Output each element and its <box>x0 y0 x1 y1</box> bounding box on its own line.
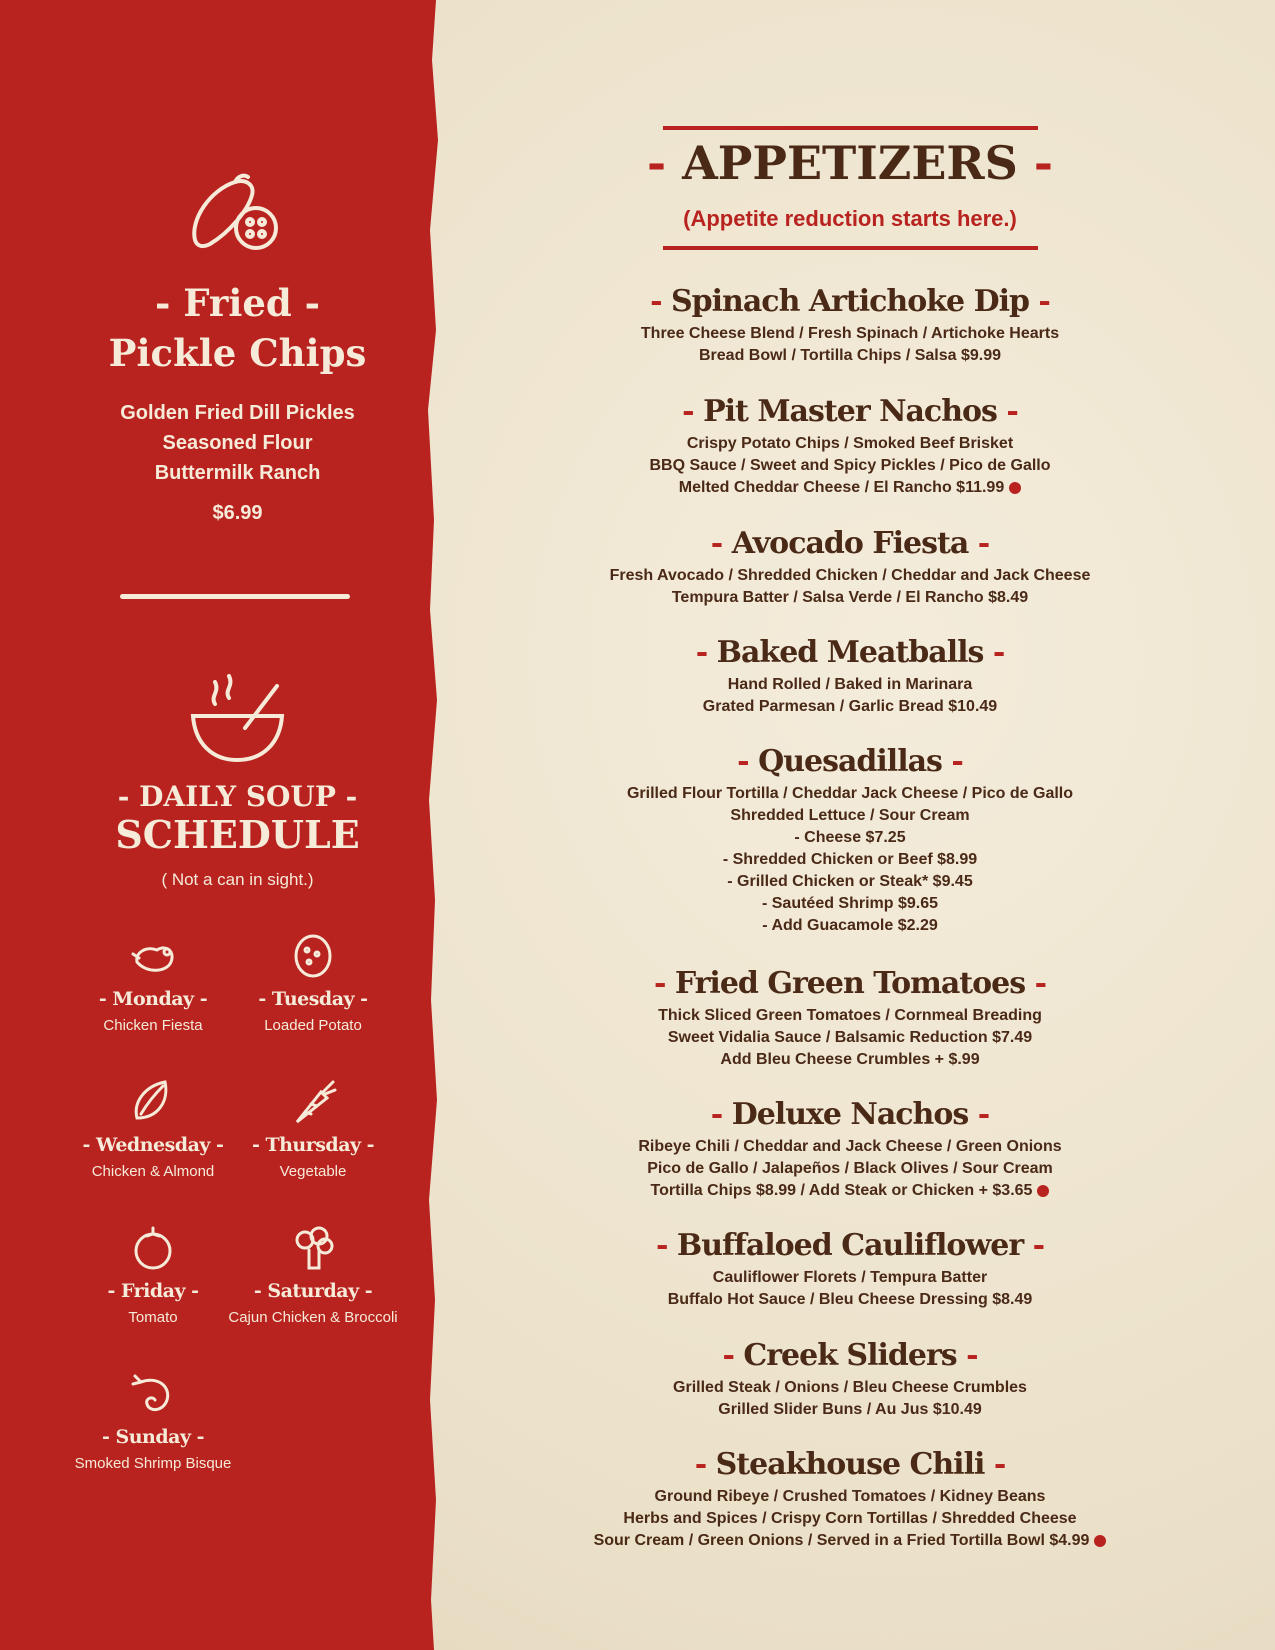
broccoli-icon <box>287 1224 339 1272</box>
appetizers-subtitle: (Appetite reduction starts here.) <box>683 206 1017 231</box>
appetizer-line: - Sautéed Shrimp $9.65 <box>761 895 939 912</box>
spicy-pepper-icon <box>1009 482 1021 494</box>
appetizer-line: Grilled Flour Tortilla / Cheddar Jack Cheese / Pico de Gallo <box>626 785 1074 802</box>
appetizer-description <box>560 565 1140 609</box>
appetizer-line: Sweet Vidalia Sauce / Balsamic Reduction $7.49 <box>667 1029 1033 1046</box>
appetizer-name: - Avocado Fiesta - <box>710 526 990 561</box>
appetizer-item <box>560 1447 1140 1552</box>
pickle-icon <box>180 170 290 260</box>
appetizer-line: - Cheese $7.25 <box>794 829 906 846</box>
appetizer-line: Grilled Slider Buns / Au Jus $10.49 <box>718 1401 982 1418</box>
appetizer-line: Ground Ribeye / Crushed Tomatoes / Kidney Beans <box>654 1488 1046 1505</box>
soup-day-friday <box>68 1224 238 1328</box>
appetizer-name: - Quesadillas - <box>737 744 963 779</box>
soup-day-tuesday <box>228 932 398 1036</box>
appetizer-line: Sour Cream / Green Onions / Served in a Fried Tortilla Bowl $4.99 <box>560 1530 1140 1552</box>
appetizer-description <box>560 783 1140 937</box>
soup-day-wednesday <box>68 1078 238 1182</box>
appetizers-title: - APPETIZERS - <box>647 136 1053 190</box>
appetizer-description <box>560 674 1140 718</box>
appetizer-description <box>560 323 1140 367</box>
appetizers-title-text: APPETIZERS <box>682 136 1018 190</box>
appetizer-item <box>560 635 1140 718</box>
soup-day-saturday <box>228 1224 398 1328</box>
feature-title <box>40 278 435 378</box>
appetizer-line: Ribeye Chili / Cheddar and Jack Cheese / Green Onions <box>638 1138 1062 1155</box>
appetizer-line: Pico de Gallo / Jalapeños / Black Olives / Sour Cream <box>647 1160 1053 1177</box>
chicken-icon <box>127 932 179 980</box>
feature-price: $6.99 <box>212 502 263 524</box>
day-soup: Smoked Shrimp Bisque <box>74 1455 232 1472</box>
day-soup: Vegetable <box>279 1163 347 1180</box>
appetizer-name: - Steakhouse Chili - <box>694 1447 1006 1482</box>
appetizer-name: - Creek Sliders - <box>722 1338 978 1373</box>
appetizer-description <box>560 1486 1140 1552</box>
day-name: - Tuesday - <box>258 988 368 1010</box>
shrimp-icon <box>127 1370 179 1418</box>
appetizer-description <box>560 1377 1140 1421</box>
day-name: - Friday - <box>107 1280 199 1302</box>
appetizer-item <box>560 1097 1140 1202</box>
appetizer-line: Bread Bowl / Tortilla Chips / Salsa $9.99 <box>698 347 1002 364</box>
soup-day-monday <box>68 932 238 1036</box>
day-soup: Tomato <box>128 1309 178 1326</box>
day-name: - Monday - <box>98 988 208 1010</box>
soup-heading-line2: SCHEDULE <box>115 812 360 857</box>
appetizer-line: - Grilled Chicken or Steak* $9.45 <box>727 873 973 890</box>
appetizer-item <box>560 526 1140 609</box>
feature-ingredient: Golden Fried Dill Pickles <box>120 402 355 424</box>
day-name: - Sunday - <box>102 1426 204 1448</box>
day-name: - Wednesday - <box>82 1134 224 1156</box>
appetizer-item <box>560 284 1140 367</box>
appetizer-line: Grilled Steak / Onions / Bleu Cheese Crumbles <box>673 1379 1027 1396</box>
appetizer-name: - Pit Master Nachos - <box>682 394 1018 429</box>
appetizer-item <box>560 966 1140 1071</box>
appetizer-name: - Baked Meatballs - <box>695 635 1005 670</box>
appetizer-description <box>560 1005 1140 1071</box>
appetizer-line: - Shredded Chicken or Beef $8.99 <box>722 851 978 868</box>
appetizer-line: Shredded Lettuce / Sour Cream <box>730 807 970 824</box>
appetizer-line: Cauliflower Florets / Tempura Batter <box>712 1269 988 1286</box>
feature-ingredient: Buttermilk Ranch <box>154 462 321 484</box>
appetizer-line: BBQ Sauce / Sweet and Spicy Pickles / Pico de Gallo <box>649 457 1051 474</box>
appetizer-description <box>560 433 1140 499</box>
soup-note: ( Not a can in sight.) <box>161 870 314 889</box>
appetizer-item <box>560 394 1140 499</box>
feature-title-line2: Pickle Chips <box>108 331 367 375</box>
appetizer-description <box>560 1136 1140 1202</box>
spicy-pepper-icon <box>1094 1535 1106 1547</box>
spicy-pepper-icon <box>1037 1185 1049 1197</box>
appetizer-line: Tortilla Chips $8.99 / Add Steak or Chicken + $3.65 <box>560 1180 1140 1202</box>
title-rule-top <box>663 126 1038 130</box>
appetizer-line: Buffalo Hot Sauce / Bleu Cheese Dressing $8.49 <box>667 1291 1033 1308</box>
soup-bowl-icon <box>185 668 290 768</box>
day-soup: Loaded Potato <box>264 1017 362 1034</box>
appetizer-line: Melted Cheddar Cheese / El Rancho $11.99 <box>560 477 1140 499</box>
soup-day-thursday <box>228 1078 398 1182</box>
panel-divider <box>120 594 350 599</box>
appetizer-name: - Fried Green Tomatoes - <box>653 966 1047 1001</box>
day-soup: Chicken Fiesta <box>103 1017 203 1034</box>
appetizer-item <box>560 1228 1140 1311</box>
appetizer-item <box>560 744 1140 937</box>
soup-day-sunday <box>68 1370 238 1474</box>
appetizer-line: Herbs and Spices / Crispy Corn Tortillas / Shredded Cheese <box>623 1510 1077 1527</box>
appetizer-line: Grated Parmesan / Garlic Bread $10.49 <box>702 698 998 715</box>
feature-title-line1: - Fried - <box>154 281 321 325</box>
appetizer-line: Three Cheese Blend / Fresh Spinach / Artichoke Hearts <box>640 325 1060 342</box>
day-name: - Saturday - <box>253 1280 373 1302</box>
appetizer-line: Add Bleu Cheese Crumbles + $.99 <box>720 1051 980 1068</box>
appetizer-line: Crispy Potato Chips / Smoked Beef Brisket <box>686 435 1014 452</box>
appetizer-line: Hand Rolled / Baked in Marinara <box>727 676 973 693</box>
appetizer-description <box>560 1267 1140 1311</box>
day-name: - Thursday - <box>251 1134 375 1156</box>
soup-heading-line1: - DAILY SOUP - <box>117 780 358 813</box>
carrot-icon <box>287 1078 339 1126</box>
appetizer-name: - Spinach Artichoke Dip - <box>650 284 1050 319</box>
appetizer-line: Fresh Avocado / Shredded Chicken / Cheddar and Jack Cheese <box>609 567 1091 584</box>
tomato-icon <box>127 1224 179 1272</box>
appetizer-line: Thick Sliced Green Tomatoes / Cornmeal Breading <box>658 1007 1042 1024</box>
feature-ingredient: Seasoned Flour <box>162 432 313 454</box>
appetizer-item <box>560 1338 1140 1421</box>
appetizer-name: - Buffaloed Cauliflower - <box>655 1228 1045 1263</box>
potato-icon <box>287 932 339 980</box>
day-soup: Cajun Chicken & Broccoli <box>228 1309 398 1326</box>
appetizer-name: - Deluxe Nachos - <box>710 1097 990 1132</box>
title-rule-bottom <box>663 246 1038 250</box>
almond-icon <box>127 1078 179 1126</box>
appetizer-line: - Add Guacamole $2.29 <box>762 917 938 934</box>
appetizer-line: Tempura Batter / Salsa Verde / El Rancho $8.49 <box>671 589 1029 606</box>
day-soup: Chicken & Almond <box>91 1163 215 1180</box>
feature-ingredients <box>40 398 435 488</box>
